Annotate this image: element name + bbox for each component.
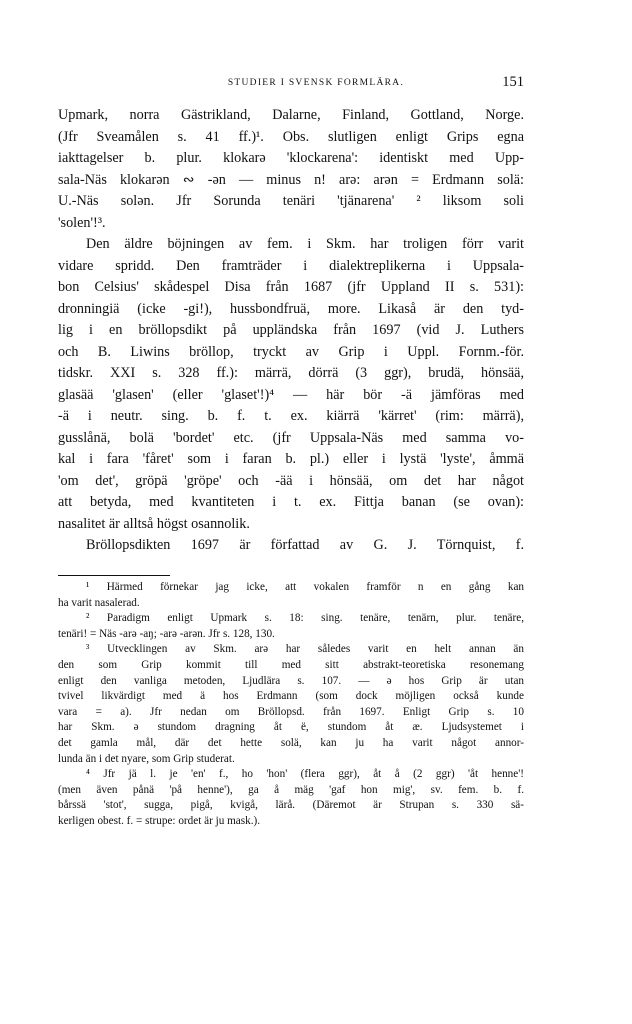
footnote-line: (men även pånä 'på henne'), ga å mäg 'gaf hon mig', sv. fem. b. f. <box>58 783 524 796</box>
body-line: dronningiä (icke -gi!), hussbondfruä, more. Likaså är den tyd- <box>58 300 524 317</box>
body-line: Bröllopsdikten 1697 är författad av G. J. Törnquist, f. <box>86 537 524 553</box>
body-line: att betyda, med kvantiteten i t. ex. Fittja banan (se ovan): <box>58 494 524 510</box>
footnote-divider <box>58 575 170 576</box>
body-line: 'solen'!³. <box>58 214 106 231</box>
page-number: 151 <box>502 74 524 90</box>
footnote-line: bårssä 'stot', sugga, pigå, kvigå, lärå. (Däremot är Strupan s. 330 sä- <box>58 799 524 812</box>
footnote-line: vara = a). Jfr nedan om Bröllopsd. från 1697. Enligt Grip s. 10 <box>58 705 524 718</box>
body-line: bon Celsius' skådespel Disa från 1687 (jfr Uppland II s. 531): <box>58 279 524 295</box>
footnote-line: ² Paradigm enligt Upmark s. 18: sing. tenäre, tenärn, plur. tenäre, <box>86 612 524 625</box>
body-line: gusslånä, bolä 'bordet' etc. (jfr Uppsala-Näs med samma vo- <box>58 429 524 446</box>
running-title: STUDIER I SVENSK FORMLÄRA. <box>227 78 405 88</box>
body-text <box>58 105 524 557</box>
body-line: och B. Liwins bröllop, tryckt av Grip i Uppl. Fornm.-för. <box>58 343 524 360</box>
footnote-line: det gamla mål, där det hette solä, kan ju ha varit något annor- <box>58 736 524 749</box>
body-line: vidare spridd. Den framträder i dialektreplikerna i Uppsala- <box>58 257 524 274</box>
body-line: U.-Näs solən. Jfr Sorunda tenäri 'tjänarena' ² liksom soli <box>58 193 524 209</box>
body-line: lig i en bröllopsdikt på uppländska från 1697 (vid J. Luthers <box>58 322 524 338</box>
footnote-line: den som Grip kommit till med sitt abstrakt-teoretiska resonemang <box>58 658 524 671</box>
body-line: tidskr. XXI s. 328 ff.): märrä, dörrä (3 ggr), brudä, hönsää, <box>58 365 524 381</box>
body-line: -ä i neutr. sing. b. f. t. ex. kiärrä 'kärret' (rim: märrä), <box>58 408 524 424</box>
body-line: iakttagelser b. plur. klokarə 'klockarena': identiskt med Upp- <box>58 150 524 166</box>
footnote-line: ha varit nasalerad. <box>58 596 140 609</box>
footnote-line: ⁴ Jfr jä l. je 'en' f., ho 'hon' (flera ggr), åt å (2 ggr) 'åt henne'! <box>86 768 524 781</box>
footnote-line: har Skm. ə stundom dragning åt ë, stundom åt æ. Ljudsystemet i <box>58 721 524 734</box>
footnote-line: ¹ Härmed förnekar jag icke, att vokalen framför n en gång kan <box>86 581 524 593</box>
body-line: glasää 'glasen' (eller 'glaset'!)⁴ — här bör -ä jämföras med <box>58 386 524 403</box>
footnote-line: lunda än i det nyare, som Grip studerat. <box>58 752 235 765</box>
footnote-line: tvivel likvärdigt med ä hos Erdmann (som dock möjligen också kunde <box>58 690 524 703</box>
body-line: Den äldre böjningen av fem. i Skm. har troligen förr varit <box>86 236 524 252</box>
body-line: 'om det', gröpä 'gröpe' och -ää i hönsää, om det har något <box>58 472 524 489</box>
body-line: sala-Näs klokarən ∾ -ən — minus n! arə: arən = Erdmann solä: <box>58 171 524 188</box>
body-line: nasalitet är alltså högst osannolik. <box>58 515 250 532</box>
footnote-line: enligt den vanliga metoden, Ljudlära s. 107. — ə hos Grip är utan <box>58 674 524 687</box>
footnote-line: kerligen obest. f. = strupe: ordet är ju mask.). <box>58 814 261 827</box>
footnote-line: tenäri! = Näs -arə -aŋ; -arə -arən. Jfr s. 128, 130. <box>58 627 275 640</box>
body-line: (Jfr Sveamålen s. 41 ff.)¹. Obs. slutligen enligt Grips egna <box>58 128 524 145</box>
body-line: kal i fara 'fåret' som i faran b. pl.) eller i lystä 'lyste', åmmä <box>58 451 524 467</box>
footnote-line: ³ Utvecklingen av Skm. arə har således varit en helt annan än <box>86 643 524 656</box>
body-line: Upmark, norra Gästrikland, Dalarne, Finland, Gottland, Norge. <box>58 107 524 123</box>
footnotes <box>58 580 524 830</box>
